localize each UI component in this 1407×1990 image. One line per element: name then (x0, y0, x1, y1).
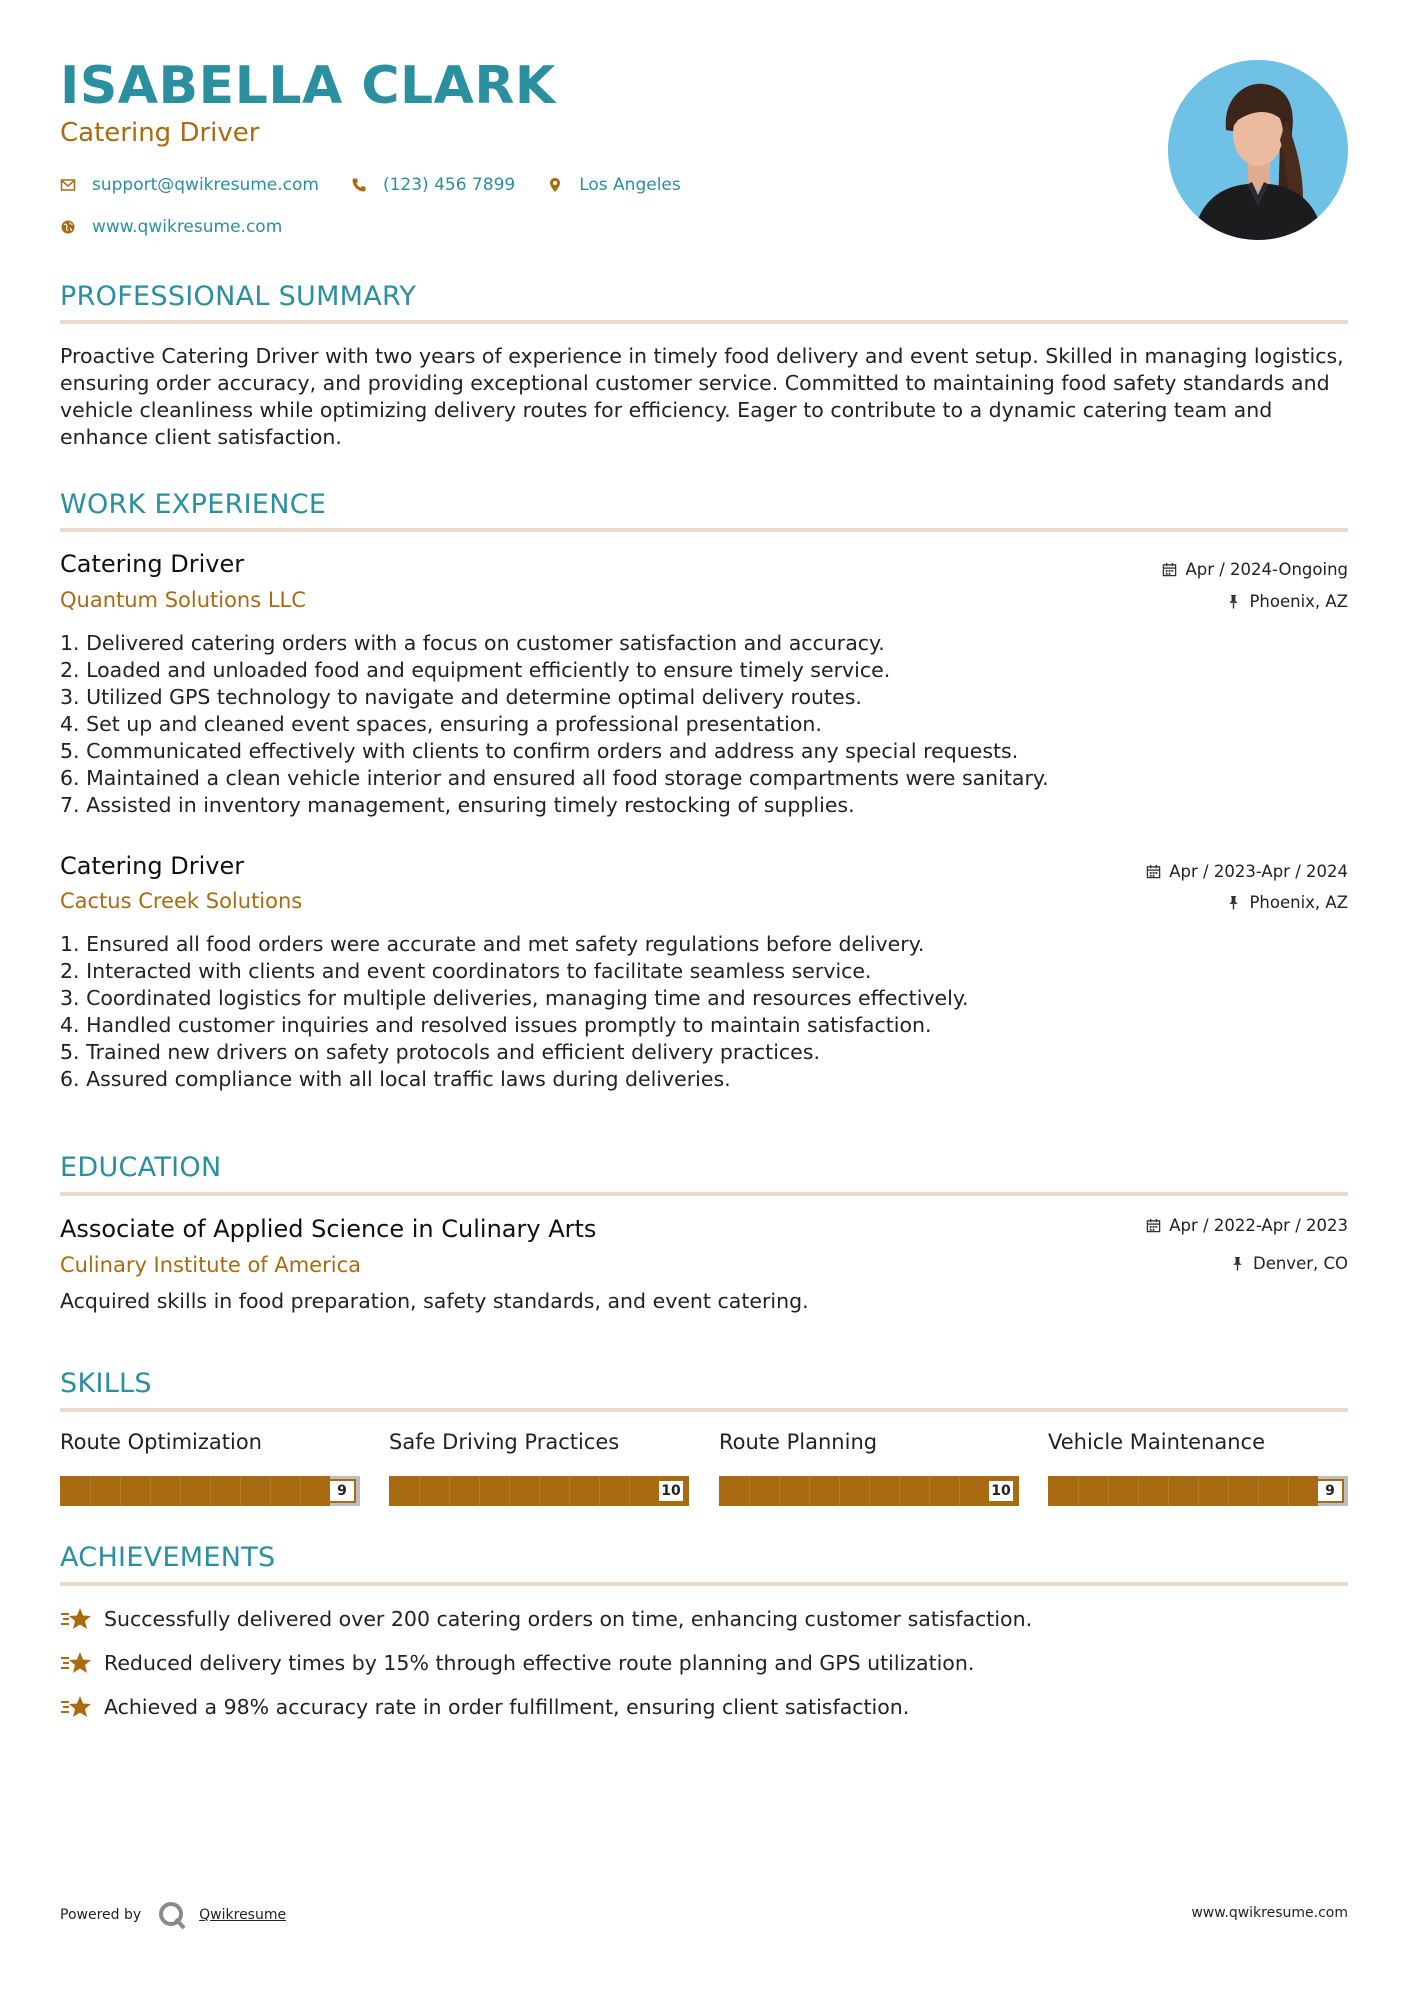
education-location (1230, 1254, 1348, 1273)
job-location-text: Phoenix, AZ (1249, 893, 1348, 912)
job-company: Cactus Creek Solutions (60, 889, 303, 913)
achievement-item (60, 1694, 909, 1720)
skill-bar-segment (749, 1476, 750, 1506)
skill-bar-segment (509, 1476, 510, 1506)
skill-item (1048, 1430, 1348, 1506)
skill-name: Vehicle Maintenance (1048, 1430, 1266, 1454)
skill-score: 9 (328, 1479, 356, 1503)
skill-bar-fill (1048, 1476, 1318, 1506)
job-company: Quantum Solutions LLC (60, 588, 306, 612)
skill-bar-segment (839, 1476, 840, 1506)
skill-bar-segment (180, 1476, 181, 1506)
achievement-item (60, 1606, 1032, 1632)
contact-location (547, 175, 681, 195)
shooting-star-icon (60, 1650, 92, 1676)
job-bullet: 3. Coordinated logistics for multiple deliveries, managing time and resources effectively. (60, 986, 969, 1010)
footer-website[interactable]: www.qwikresume.com (1191, 1905, 1348, 1921)
contact-email[interactable] (60, 175, 319, 195)
skill-score: 9 (1316, 1479, 1344, 1503)
skill-bar (1048, 1476, 1348, 1506)
job-location-text: Phoenix, AZ (1249, 592, 1348, 611)
calendar-icon (1146, 864, 1161, 879)
job-bullet: 6. Assured compliance with all local traffic laws during deliveries. (60, 1067, 731, 1091)
phone-text: (123) 456 7899 (382, 175, 516, 195)
website-text: www.qwikresume.com (92, 217, 283, 237)
education-location-text: Denver, CO (1252, 1254, 1348, 1273)
skill-bar (389, 1476, 689, 1506)
experience-heading: WORK EXPERIENCE (60, 489, 327, 520)
job-bullet: 2. Loaded and unloaded food and equipment efficiently to ensure timely service. (60, 658, 891, 682)
skill-bar-segment (419, 1476, 420, 1506)
pushpin-icon (1226, 594, 1241, 609)
job-location (1226, 893, 1348, 912)
skill-bar-segment (539, 1476, 540, 1506)
footer-powered-by (60, 1900, 286, 1930)
achievements-divider (60, 1582, 1348, 1586)
achievement-text: Reduced delivery times by 15% through effective route planning and GPS utilization. (104, 1651, 975, 1675)
job-bullet: 5. Trained new drivers on safety protocols and efficient delivery practices. (60, 1040, 820, 1064)
contact-row-1 (60, 175, 713, 195)
job-dates (1146, 862, 1348, 881)
location-text: Los Angeles (579, 175, 681, 195)
job-location (1226, 592, 1348, 611)
skill-bar (60, 1476, 360, 1506)
achievements-heading: ACHIEVEMENTS (60, 1542, 276, 1573)
calendar-icon (1162, 562, 1177, 577)
skill-bar-segment (929, 1476, 930, 1506)
skill-bar-segment (240, 1476, 241, 1506)
qwikresume-logo-icon (157, 1900, 187, 1930)
job-bullet: 4. Handled customer inquiries and resolved issues promptly to maintain satisfaction. (60, 1013, 932, 1037)
skill-score: 10 (987, 1479, 1015, 1503)
job-bullet: 6. Maintained a clean vehicle interior and ensured all food storage compartments were sanitary. (60, 766, 1049, 790)
job-bullet: 3. Utilized GPS technology to navigate and determine optimal delivery routes. (60, 685, 862, 709)
email-text: support@qwikresume.com (92, 175, 319, 195)
skill-bar-segment (90, 1476, 91, 1506)
skill-bar-fill (60, 1476, 330, 1506)
globe-icon (60, 219, 76, 235)
skill-bar-segment (210, 1476, 211, 1506)
skill-bar-segment (479, 1476, 480, 1506)
job-title: Catering Driver (60, 852, 245, 880)
profile-photo (1168, 60, 1348, 240)
skill-item (389, 1430, 689, 1506)
achievement-text: Achieved a 98% accuracy rate in order fulfillment, ensuring client satisfaction. (104, 1695, 910, 1719)
skill-item (60, 1430, 360, 1506)
skill-bar-segment (120, 1476, 121, 1506)
contact-phone[interactable] (351, 175, 515, 195)
skill-bar (719, 1476, 1019, 1506)
skill-bar-segment (809, 1476, 810, 1506)
school-name: Culinary Institute of America (60, 1253, 361, 1277)
education-description: Acquired skills in food preparation, safety standards, and event catering. (60, 1289, 809, 1313)
job-bullet: 5. Communicated effectively with clients to confirm orders and address any special requests. (60, 739, 1019, 763)
skill-bar-segment (300, 1476, 301, 1506)
skill-score: 10 (657, 1479, 685, 1503)
candidate-role: Catering Driver (60, 118, 260, 148)
skill-bar-segment (959, 1476, 960, 1506)
candidate-name: ISABELLA CLARK (60, 56, 556, 116)
skill-name: Safe Driving Practices (389, 1430, 620, 1454)
pushpin-icon (1226, 895, 1241, 910)
job-title: Catering Driver (60, 550, 245, 578)
job-bullets (60, 931, 969, 1093)
skill-bar-segment (270, 1476, 271, 1506)
calendar-icon (1146, 1218, 1161, 1233)
skill-bar-segment (1228, 1476, 1229, 1506)
skills-divider (60, 1408, 1348, 1412)
skill-item (719, 1430, 1019, 1506)
profile-portrait (1168, 60, 1348, 240)
job-dates-text: Apr / 2024-Ongoing (1185, 560, 1348, 579)
skill-name: Route Planning (719, 1430, 878, 1454)
degree-title: Associate of Applied Science in Culinary Arts (60, 1215, 597, 1243)
skill-bar-segment (1258, 1476, 1259, 1506)
skill-bar-segment (1168, 1476, 1169, 1506)
map-pin-icon (547, 177, 563, 193)
job-bullet: 1. Delivered catering orders with a focus on customer satisfaction and accuracy. (60, 631, 885, 655)
phone-icon (351, 177, 367, 193)
powered-by-label: Powered by (60, 1907, 142, 1923)
skill-bar-segment (1288, 1476, 1289, 1506)
skill-bar-segment (449, 1476, 450, 1506)
skill-bar-segment (599, 1476, 600, 1506)
education-divider (60, 1192, 1348, 1196)
summary-text: Proactive Catering Driver with two years of experience in timely food delivery and event setup. Skilled in managing logistics, ensuring order accuracy, and providing exceptional customer service. Committed to maintaining food safety standards and vehicle cleanliness while optimizing delivery routes for efficiency. Eager to contribute to a dynamic catering team and enhance client satisfaction. (60, 344, 1344, 449)
job-bullet: 4. Set up and cleaned event spaces, ensuring a professional presentation. (60, 712, 822, 736)
shooting-star-icon (60, 1694, 92, 1720)
summary-heading: PROFESSIONAL SUMMARY (60, 281, 417, 312)
education-heading: EDUCATION (60, 1152, 222, 1183)
skills-heading: SKILLS (60, 1368, 152, 1399)
skill-bar-segment (629, 1476, 630, 1506)
achievement-text: Successfully delivered over 200 catering orders on time, enhancing customer satisfaction. (104, 1607, 1033, 1631)
skill-name: Route Optimization (60, 1430, 262, 1454)
skill-bar-segment (899, 1476, 900, 1506)
skill-bar-segment (779, 1476, 780, 1506)
summary-divider (60, 320, 1348, 324)
skill-bar-segment (869, 1476, 870, 1506)
pushpin-icon (1230, 1256, 1245, 1271)
contact-website[interactable] (60, 217, 282, 237)
education-dates-text: Apr / 2022-Apr / 2023 (1169, 1216, 1348, 1235)
skill-bar-segment (150, 1476, 151, 1506)
job-bullet: 2. Interacted with clients and event coordinators to facilitate seamless service. (60, 959, 872, 983)
achievement-item (60, 1650, 974, 1676)
job-dates (1162, 560, 1348, 579)
skill-bar-segment (1138, 1476, 1139, 1506)
skill-bar-segment (569, 1476, 570, 1506)
education-dates (1146, 1216, 1348, 1235)
qwikresume-link[interactable]: Qwikresume (199, 1907, 287, 1923)
job-bullet: 1. Ensured all food orders were accurate and met safety regulations before delivery. (60, 932, 925, 956)
skill-bar-segment (1108, 1476, 1109, 1506)
contact-row-2 (60, 217, 314, 237)
job-dates-text: Apr / 2023-Apr / 2024 (1169, 862, 1348, 881)
job-bullet: 7. Assisted in inventory management, ensuring timely restocking of supplies. (60, 793, 855, 817)
experience-divider (60, 528, 1348, 532)
job-bullets (60, 630, 1049, 819)
envelope-icon (60, 177, 76, 193)
skill-bar-segment (1198, 1476, 1199, 1506)
shooting-star-icon (60, 1606, 92, 1632)
skill-bar-segment (1078, 1476, 1079, 1506)
